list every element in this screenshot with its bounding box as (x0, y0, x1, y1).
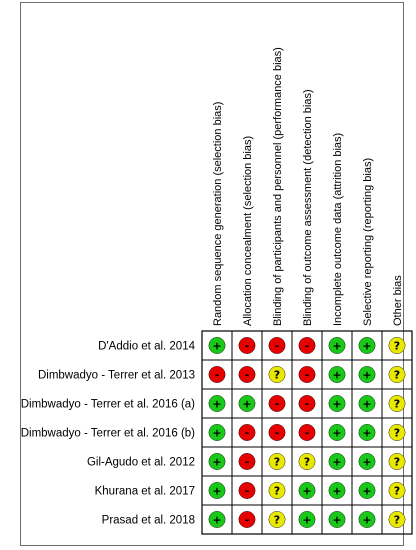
rating-symbol: ? (393, 368, 401, 382)
rating-symbol: ? (273, 513, 281, 527)
rating-symbol: + (332, 339, 342, 353)
column-header: Blinding of outcome assessment (detection bias) (302, 89, 314, 326)
rating-symbol: - (274, 339, 280, 353)
study-label: Prasad et al. 2018 (101, 514, 195, 527)
column-header: Incomplete outcome data (attrition bias) (332, 132, 344, 326)
rating-symbol: - (244, 513, 250, 527)
rating-mark (269, 395, 285, 411)
rating-mark (359, 366, 375, 382)
rating-mark (239, 424, 255, 440)
rating-symbol: - (304, 426, 310, 440)
rating-mark (299, 511, 315, 527)
rating-symbol: + (332, 455, 342, 469)
rating-mark (359, 482, 375, 498)
column-header: Selective reporting (reporting bias) (362, 157, 374, 326)
study-label: D'Addio et al. 2014 (98, 340, 195, 353)
rating-mark (269, 511, 285, 527)
rating-grid (202, 331, 412, 534)
column-header: Random sequence generation (selection bias) (212, 101, 224, 326)
rating-mark (329, 424, 345, 440)
rating-symbol: - (244, 426, 250, 440)
rating-symbol: + (302, 484, 312, 498)
rating-symbol: + (362, 397, 372, 411)
rating-symbol: - (304, 368, 310, 382)
rating-mark (389, 337, 405, 353)
rating-mark (239, 366, 255, 382)
rating-symbol: - (244, 484, 250, 498)
rating-mark (329, 482, 345, 498)
rating-symbol: ? (273, 484, 281, 498)
rating-mark (269, 453, 285, 469)
rating-mark (269, 337, 285, 353)
rating-mark (299, 337, 315, 353)
rating-symbol: ? (393, 426, 401, 440)
rating-mark (299, 395, 315, 411)
rating-symbol: - (244, 339, 250, 353)
rating-mark (359, 511, 375, 527)
rating-mark (239, 453, 255, 469)
rating-mark (389, 482, 405, 498)
rating-mark (389, 511, 405, 527)
rating-mark (239, 395, 255, 411)
rating-mark (209, 511, 225, 527)
rating-mark (269, 366, 285, 382)
rating-symbol: - (304, 397, 310, 411)
rating-mark (269, 424, 285, 440)
rating-symbol: + (212, 455, 222, 469)
rating-mark (239, 511, 255, 527)
rating-symbol: ? (273, 455, 281, 469)
rating-symbol: + (212, 513, 222, 527)
study-label: Dimbwadyo - Terrer et al. 2016 (b) (20, 427, 195, 440)
rating-mark (329, 337, 345, 353)
rating-mark (239, 337, 255, 353)
study-label: Gil-Agudo et al. 2012 (86, 456, 195, 469)
rating-mark (209, 482, 225, 498)
column-header: Other bias (392, 275, 404, 326)
rating-symbol: + (362, 339, 372, 353)
study-label: Dimbwadyo - Terrer et al. 2016 (a) (20, 398, 195, 411)
study-label: Khurana et al. 2017 (94, 485, 195, 498)
rating-mark (299, 453, 315, 469)
rating-symbol: + (242, 397, 252, 411)
rating-mark (329, 366, 345, 382)
study-label: Dimbwadyo - Terrer et al. 2013 (37, 369, 195, 382)
rating-mark (359, 453, 375, 469)
rating-mark (389, 395, 405, 411)
rating-mark (329, 453, 345, 469)
rating-symbol: ? (393, 484, 401, 498)
rating-mark (299, 366, 315, 382)
rating-symbol: + (362, 484, 372, 498)
rating-mark (209, 424, 225, 440)
rating-symbol: + (362, 513, 372, 527)
rating-symbol: ? (393, 513, 401, 527)
rating-mark (299, 424, 315, 440)
rating-symbol: + (332, 368, 342, 382)
rating-mark (389, 424, 405, 440)
column-header: Blinding of participants and personnel (performance bias) (272, 47, 284, 326)
rating-symbol: - (244, 368, 250, 382)
rating-mark (329, 395, 345, 411)
rating-mark (359, 337, 375, 353)
rating-symbol: + (332, 513, 342, 527)
rating-mark (209, 395, 225, 411)
rating-mark (209, 337, 225, 353)
rating-symbol: ? (393, 455, 401, 469)
rating-symbol: + (212, 484, 222, 498)
rating-symbol: - (304, 339, 310, 353)
rating-mark (389, 366, 405, 382)
rating-mark (329, 511, 345, 527)
rating-symbol: + (362, 426, 372, 440)
rating-symbol: ? (303, 455, 311, 469)
rating-symbol: ? (393, 339, 401, 353)
rating-mark (269, 482, 285, 498)
rating-symbol: - (274, 426, 280, 440)
rating-symbol: + (212, 397, 222, 411)
rating-mark (359, 395, 375, 411)
rating-symbol: - (244, 455, 250, 469)
rating-symbol: ? (273, 368, 281, 382)
rating-symbol: + (332, 484, 342, 498)
rating-symbol: ? (393, 397, 401, 411)
rating-symbol: - (274, 397, 280, 411)
rating-mark (209, 453, 225, 469)
rating-symbol: + (302, 513, 312, 527)
rating-symbol: + (212, 339, 222, 353)
rating-symbol: + (332, 397, 342, 411)
rating-mark (239, 482, 255, 498)
rating-symbol: - (214, 368, 220, 382)
rating-symbol: + (212, 426, 222, 440)
rating-mark (299, 482, 315, 498)
rating-mark (359, 424, 375, 440)
rating-symbol: + (362, 368, 372, 382)
rating-symbol: + (362, 455, 372, 469)
rating-symbol: + (332, 426, 342, 440)
rating-mark (209, 366, 225, 382)
rating-mark (389, 453, 405, 469)
column-header: Allocation concealment (selection bias) (242, 135, 254, 326)
